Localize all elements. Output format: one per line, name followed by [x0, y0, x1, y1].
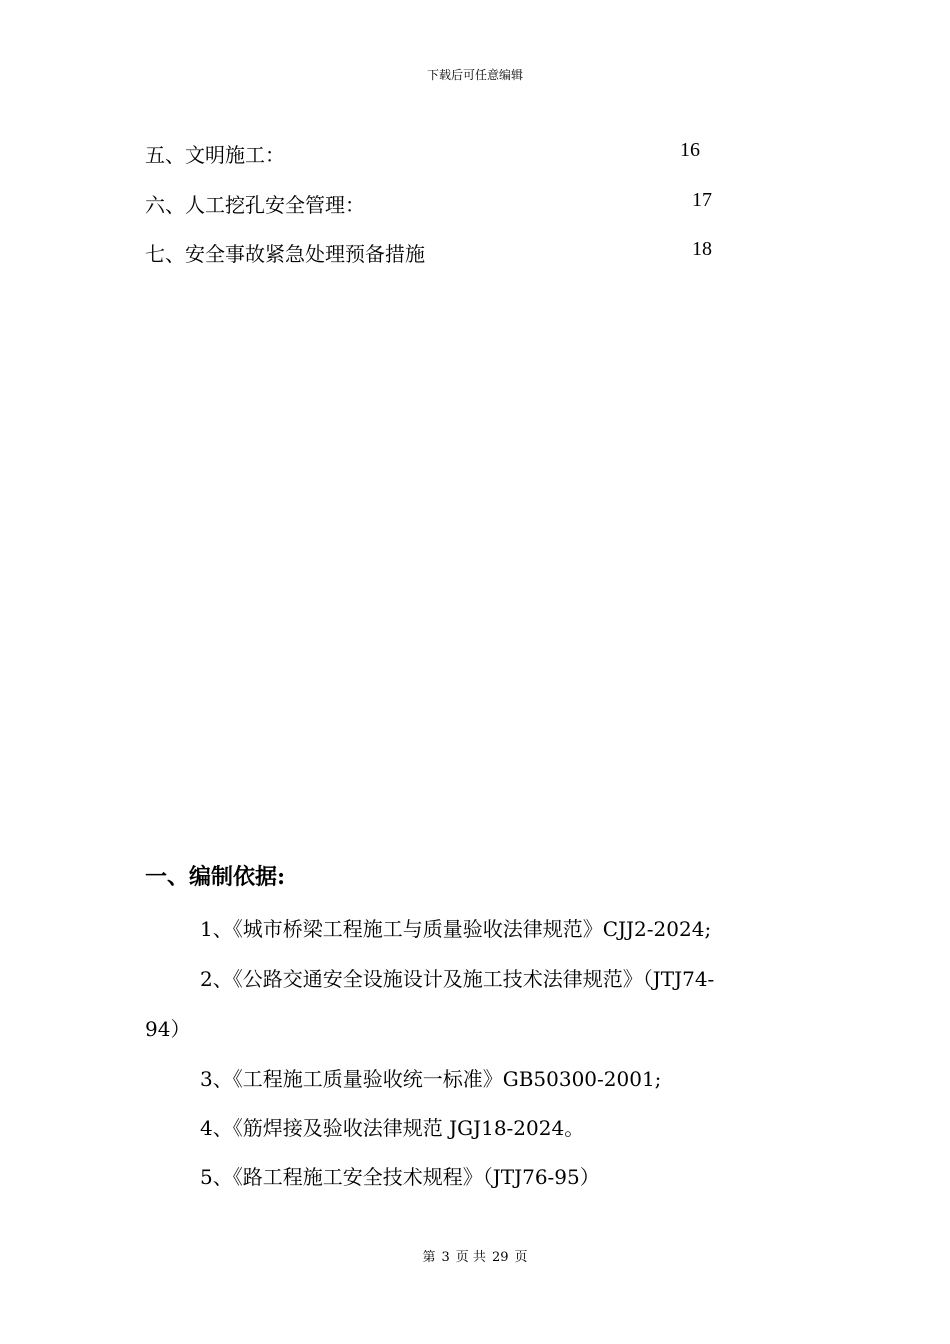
footer-total-pages: 29 [491, 1250, 509, 1265]
footer-prefix: 第 [422, 1250, 436, 1265]
reference-item: 4、《筋焊接及验收法律规范 JGJ18-2024。 [200, 1116, 585, 1140]
reference-item: 1、《城市桥梁工程施工与质量验收法律规范》CJJ2-2024; [200, 917, 712, 941]
page-header: 下载后可任意编辑 [426, 68, 523, 82]
page-footer [0, 1246, 950, 1265]
toc-item-page: 17 [692, 189, 712, 211]
footer-middle: 页 共 [455, 1250, 486, 1265]
toc-item-label: 六、人工挖孔安全管理： [145, 193, 365, 217]
footer-suffix: 页 [514, 1250, 528, 1265]
toc-item-page: 18 [692, 238, 712, 260]
reference-item: 3、《工程施工质量验收统一标准》GB50300-2001; [200, 1067, 662, 1091]
reference-item: 2、《公路交通安全设施设计及施工技术法律规范》（JTJ74- [200, 967, 715, 991]
toc-item-page: 16 [680, 139, 700, 161]
reference-item: 5、《路工程施工安全技术规程》（JTJ76-95） [200, 1165, 600, 1189]
section-title: 一、编制依据: [145, 864, 286, 890]
toc-item-label: 七、安全事故紧急处理预备措施 [145, 242, 425, 266]
footer-current-page: 3 [441, 1250, 450, 1265]
reference-item-continuation: 94） [145, 1017, 191, 1041]
toc-item-label: 五、文明施工： [145, 143, 285, 167]
